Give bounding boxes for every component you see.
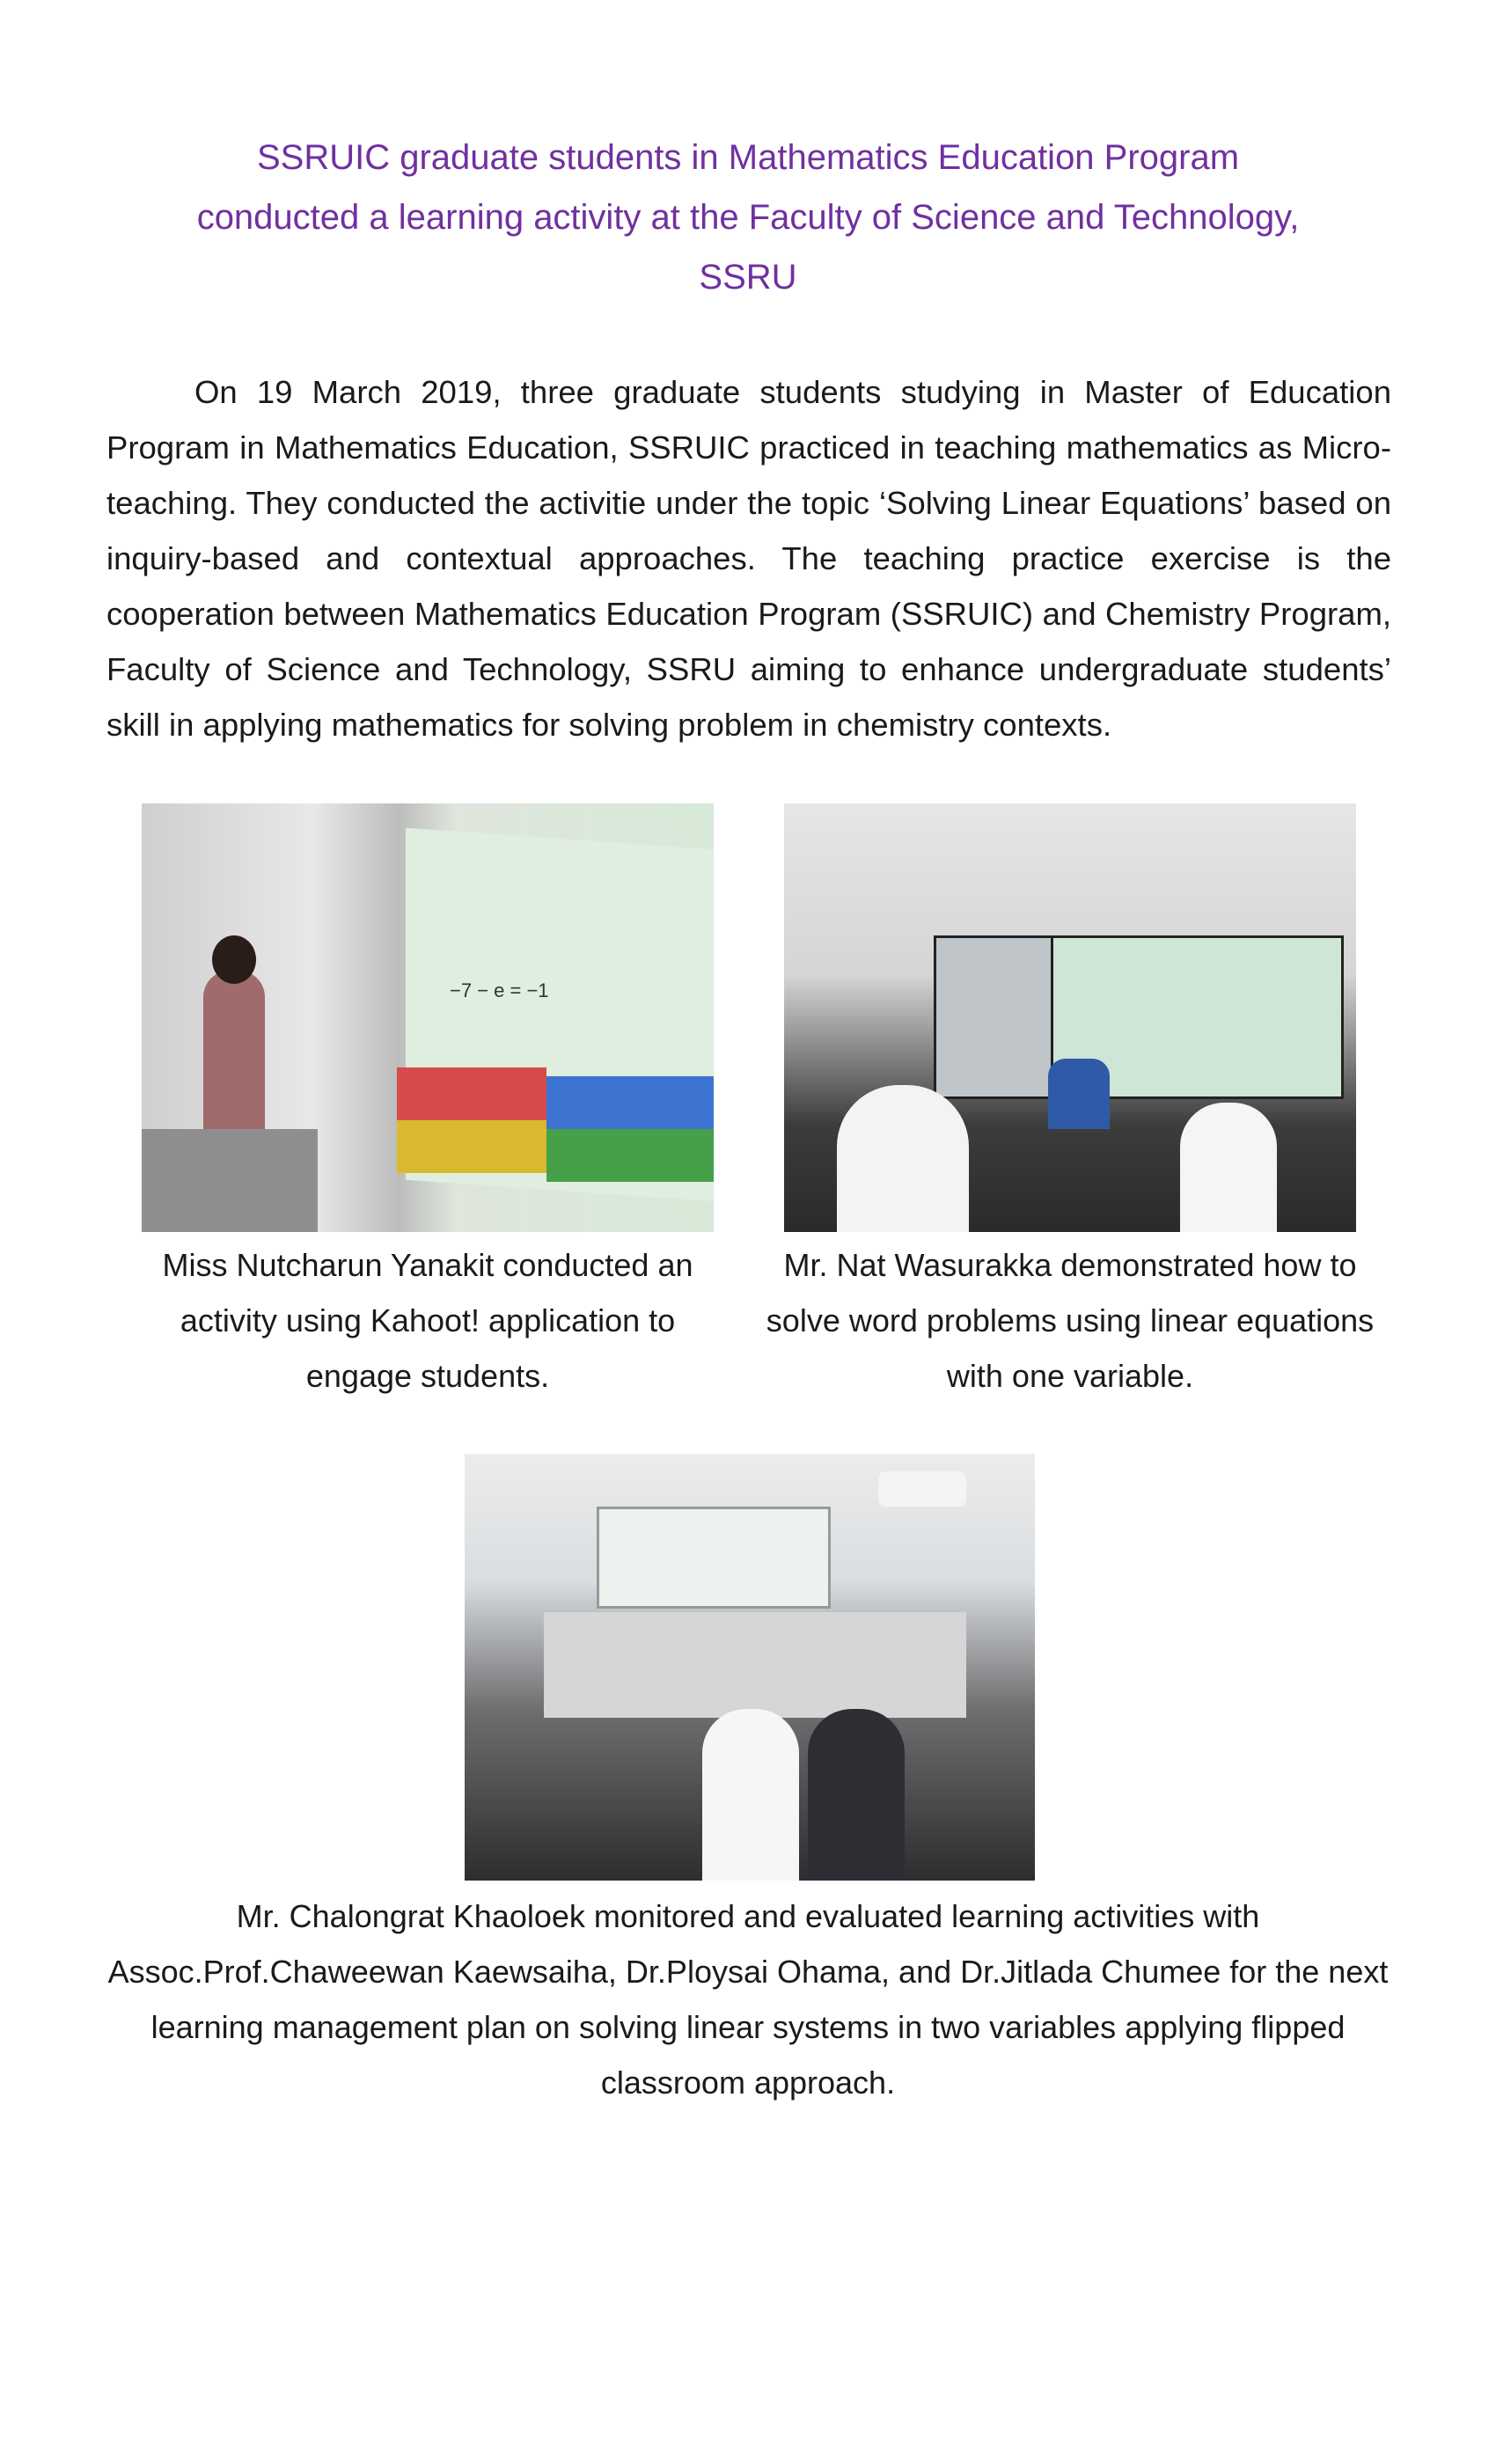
body-paragraph: On 19 March 2019, three graduate students studying in Master of Education Program in Mathematics Education, SSRUIC practiced in teaching mathematics as Micro-teaching. They conducted the activitie under the topic ‘Solving Linear Equations’ based on inquiry-based and contextual approaches. The teaching practice exercise is the cooperation between Mathematics Education Program (SSRUIC) and Chemistry Program, Faculty of Science and Technology, SSRU aiming to enhance undergraduate students’ skill in applying mathematics for solving problem in chemistry contexts. xyxy=(106,374,1391,743)
screen-equation: −7 − e = −1 xyxy=(450,979,549,1001)
photo1-caption: Miss Nutcharun Yanakit conducted an activity using Kahoot! application to engage students. xyxy=(162,1247,693,1394)
photo-word-problems xyxy=(784,803,1356,1232)
title-line: SSRU xyxy=(699,258,797,297)
page-title xyxy=(88,128,1408,307)
photo-classroom-students xyxy=(465,1454,1035,1881)
title-line: conducted a learning activity at the Faculty of Science and Technology, xyxy=(196,198,1300,237)
body-text xyxy=(106,364,1391,752)
photo3-caption: Mr. Chalongrat Khaoloek monitored and evaluated learning activities with Assoc.Prof.Chaweewan Kaewsaiha, Dr.Ploysai Ohama, and Dr.Jitlada Chumee for the next learning management plan on solving linear systems in two variables applying flipped classroom approach. xyxy=(107,1898,1389,2101)
photo-kahoot-activity xyxy=(142,803,714,1232)
photo2-caption: Mr. Nat Wasurakka demonstrated how to solve word problems using linear equations with one variable. xyxy=(766,1247,1375,1394)
title-line: SSRUIC graduate students in Mathematics Education Program xyxy=(256,138,1240,177)
